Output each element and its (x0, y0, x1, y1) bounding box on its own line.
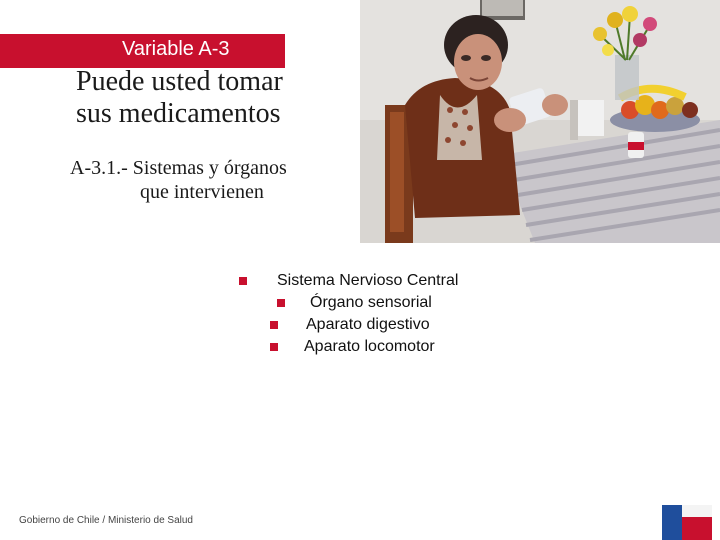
bullet-item-main (239, 272, 458, 290)
bullet-item-sub-2 (270, 316, 430, 334)
bullet-text: Aparato digestivo (306, 316, 430, 333)
bullet-square-icon (239, 277, 247, 285)
bullet-text: Sistema Nervioso Central (277, 272, 459, 289)
variable-label: Variable A-3 (122, 38, 230, 60)
bullet-square-icon (277, 299, 285, 307)
bullet-item-sub-1 (277, 294, 432, 312)
footer-credit: Gobierno de Chile / Ministerio de Salud (19, 515, 193, 526)
subtitle-line-2: que intervienen (140, 181, 264, 203)
bullet-text: Aparato locomotor (304, 338, 435, 355)
subtitle-line-1: A-3.1.- Sistemas y órganos (70, 157, 287, 179)
bullet-square-icon (270, 321, 278, 329)
bullet-item-sub-3 (270, 338, 435, 356)
title-line-2: sus medicamentos (76, 98, 281, 129)
bullet-square-icon (270, 343, 278, 351)
gobierno-logo-icon (658, 501, 716, 540)
title-line-1: Puede usted tomar (76, 66, 283, 97)
bullet-text: Órgano sensorial (310, 294, 432, 311)
